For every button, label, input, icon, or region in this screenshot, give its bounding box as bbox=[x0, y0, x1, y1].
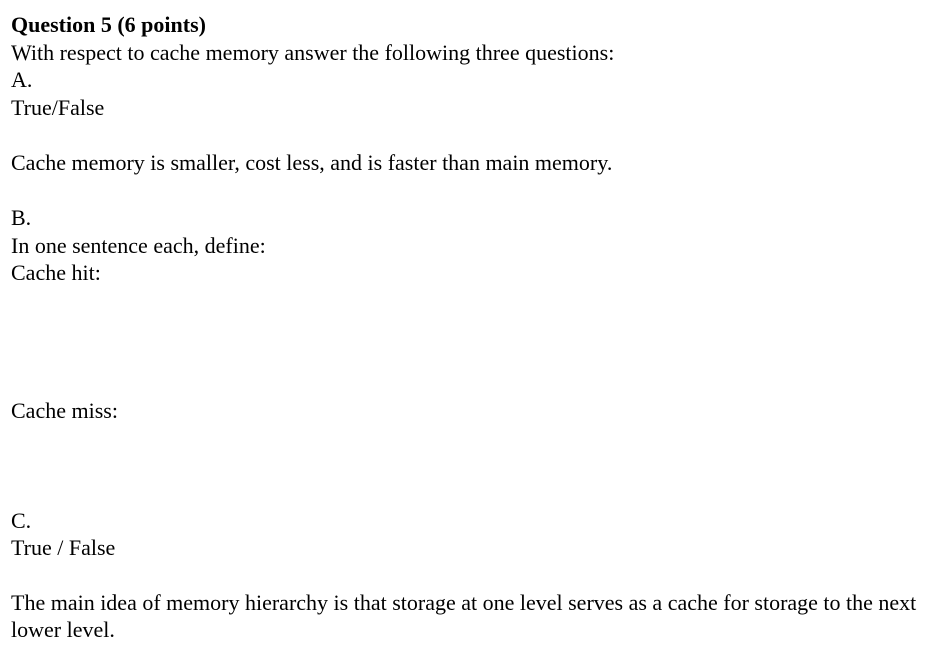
part-a-type: True/False bbox=[11, 94, 105, 120]
question-document bbox=[11, 11, 931, 643]
cache-miss-term: Cache miss: bbox=[11, 397, 118, 423]
part-a-label: A. bbox=[11, 67, 33, 93]
spacer bbox=[11, 562, 931, 590]
cache-hit-answer-space bbox=[11, 287, 931, 397]
part-c-label: C. bbox=[11, 507, 32, 533]
cache-hit-term: Cache hit: bbox=[11, 260, 101, 286]
cache-miss-answer-space bbox=[11, 425, 931, 507]
part-a-statement: Cache memory is smaller, cost less, and is faster than main memory. bbox=[11, 149, 613, 175]
part-b-instruction: In one sentence each, define: bbox=[11, 232, 266, 258]
spacer bbox=[11, 121, 931, 149]
part-b-label: B. bbox=[11, 205, 32, 231]
question-intro: With respect to cache memory answer the following three questions: bbox=[11, 39, 615, 65]
part-c-type: True / False bbox=[11, 535, 116, 561]
spacer bbox=[11, 177, 931, 205]
question-title: Question 5 (6 points) bbox=[11, 12, 206, 37]
part-c-statement: The main idea of memory hierarchy is that storage at one level serves as a cache for storage to the next lower level. bbox=[11, 590, 917, 643]
